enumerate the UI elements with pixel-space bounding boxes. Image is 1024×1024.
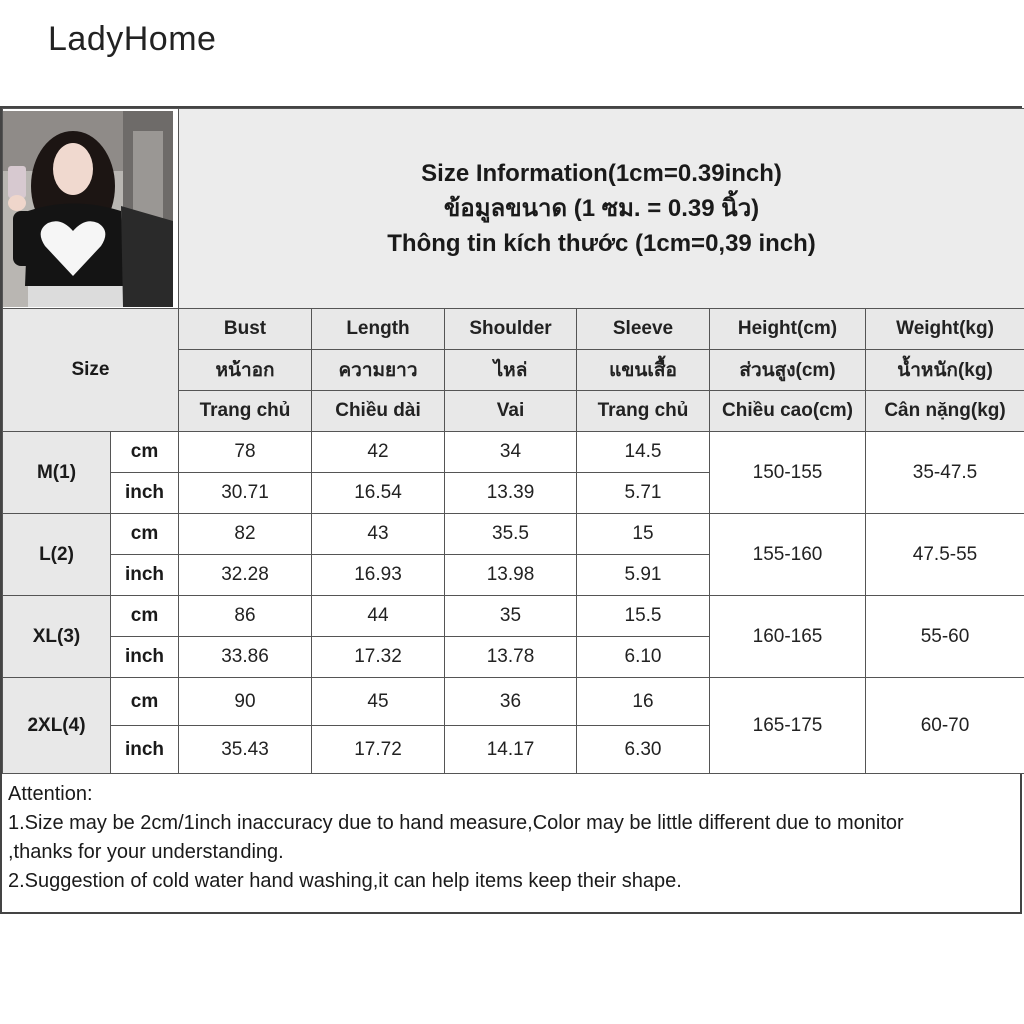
- unit-cm: cm: [111, 596, 179, 637]
- weight-range: 47.5-55: [866, 514, 1024, 596]
- weight-range: 55-60: [866, 596, 1024, 678]
- col-bust-en: Bust: [179, 309, 312, 350]
- col-weight-en: Weight(kg): [866, 309, 1024, 350]
- table-cell: 5.71: [577, 473, 710, 514]
- height-range: 165-175: [710, 678, 866, 774]
- table-cell: 44: [312, 596, 445, 637]
- weight-range: 60-70: [866, 678, 1024, 774]
- size-header: Size: [3, 309, 179, 432]
- table-cell: 13.98: [445, 555, 577, 596]
- table-cell: 82: [179, 514, 312, 555]
- table-cell: 15: [577, 514, 710, 555]
- product-photo-cell: [3, 109, 179, 309]
- table-cell: 6.30: [577, 726, 710, 774]
- table-cell: 6.10: [577, 637, 710, 678]
- col-bust-th: หน้าอก: [179, 350, 312, 391]
- table-cell: 16: [577, 678, 710, 726]
- table-cell: 15.5: [577, 596, 710, 637]
- unit-cm: cm: [111, 678, 179, 726]
- table-cell: 35.5: [445, 514, 577, 555]
- size-name-l: L(2): [3, 514, 111, 596]
- table-cell: 17.32: [312, 637, 445, 678]
- col-sleeve-th: แขนเสื้อ: [577, 350, 710, 391]
- col-height-th: ส่วนสูง(cm): [710, 350, 866, 391]
- table-cell: 14.5: [577, 432, 710, 473]
- table-cell: 16.93: [312, 555, 445, 596]
- title-line-th: ข้อมูลขนาด (1 ซม. = 0.39 นิ้ว): [443, 195, 760, 222]
- size-name-m: M(1): [3, 432, 111, 514]
- attention-notes: [8, 780, 1008, 896]
- size-table: [2, 108, 1024, 774]
- col-length-en: Length: [312, 309, 445, 350]
- table-cell: 86: [179, 596, 312, 637]
- attention-heading: Attention:: [8, 783, 93, 805]
- col-shoulder-en: Shoulder: [445, 309, 577, 350]
- height-range: 150-155: [710, 432, 866, 514]
- table-cell: 35: [445, 596, 577, 637]
- col-sleeve-en: Sleeve: [577, 309, 710, 350]
- table-cell: 90: [179, 678, 312, 726]
- attention-note-1: 1.Size may be 2cm/1inch inaccuracy due to hand measure,Color may be little different due to monitor: [8, 812, 904, 834]
- height-range: 160-165: [710, 596, 866, 678]
- table-cell: 13.39: [445, 473, 577, 514]
- col-shoulder-vi: Vai: [445, 391, 577, 432]
- table-cell: 17.72: [312, 726, 445, 774]
- table-cell: 5.91: [577, 555, 710, 596]
- attention-note-1-cont: ,thanks for your understanding.: [8, 841, 284, 863]
- size-name-xl: XL(3): [3, 596, 111, 678]
- col-height-vi: Chiều cao(cm): [710, 391, 866, 432]
- col-bust-vi: Trang chủ: [179, 391, 312, 432]
- attention-note-2: 2.Suggestion of cold water hand washing,it can help items keep their shape.: [8, 870, 682, 892]
- size-name-2xl: 2XL(4): [3, 678, 111, 774]
- unit-cm: cm: [111, 432, 179, 473]
- unit-cm: cm: [111, 514, 179, 555]
- size-chart-card: [0, 106, 1022, 914]
- size-info-title: [179, 109, 1024, 309]
- table-cell: 34: [445, 432, 577, 473]
- table-cell: 43: [312, 514, 445, 555]
- table-cell: 16.54: [312, 473, 445, 514]
- height-range: 155-160: [710, 514, 866, 596]
- col-sleeve-vi: Trang chủ: [577, 391, 710, 432]
- unit-inch: inch: [111, 555, 179, 596]
- brand-logo: LadyHome: [48, 20, 217, 58]
- unit-inch: inch: [111, 726, 179, 774]
- table-cell: 30.71: [179, 473, 312, 514]
- table-cell: 32.28: [179, 555, 312, 596]
- table-cell: 33.86: [179, 637, 312, 678]
- table-cell: 78: [179, 432, 312, 473]
- col-shoulder-th: ไหล่: [445, 350, 577, 391]
- col-weight-th: น้ำหนัก(kg): [866, 350, 1024, 391]
- title-line-vi: Thông tin kích thước (1cm=0,39 inch): [387, 230, 816, 257]
- unit-inch: inch: [111, 637, 179, 678]
- weight-range: 35-47.5: [866, 432, 1024, 514]
- col-height-en: Height(cm): [710, 309, 866, 350]
- table-cell: 45: [312, 678, 445, 726]
- col-weight-vi: Cân nặng(kg): [866, 391, 1024, 432]
- table-cell: 42: [312, 432, 445, 473]
- title-line-en: Size Information(1cm=0.39inch): [421, 160, 782, 187]
- unit-inch: inch: [111, 473, 179, 514]
- col-length-vi: Chiều dài: [312, 391, 445, 432]
- table-cell: 36: [445, 678, 577, 726]
- table-cell: 13.78: [445, 637, 577, 678]
- col-length-th: ความยาว: [312, 350, 445, 391]
- table-cell: 14.17: [445, 726, 577, 774]
- table-cell: 35.43: [179, 726, 312, 774]
- model-photo: [3, 111, 173, 307]
